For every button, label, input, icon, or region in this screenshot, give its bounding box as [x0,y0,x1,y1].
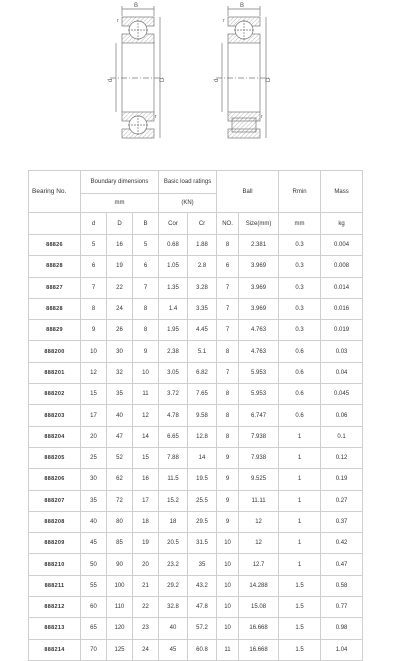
table-cell: 100 [107,575,133,596]
table-row [29,320,363,341]
table-cell: 9 [133,341,159,362]
table-cell: 26 [107,320,133,341]
table-cell: 1 [279,426,321,447]
table-cell: 21 [133,575,159,596]
dim-d-right: d [214,78,220,82]
rmin-header: Rmin [279,171,321,213]
sub-header: Cr [188,213,217,235]
bearing-model-cell: 888214 [29,639,81,660]
table-cell: 20 [81,426,107,447]
table-cell: 125 [107,639,133,660]
ball-header: Ball [217,171,279,213]
table-cell: 19 [133,533,159,554]
table-cell: 0.27 [321,490,363,511]
table-row [29,426,363,447]
table-cell: 0.47 [321,554,363,575]
table-cell: 24 [133,639,159,660]
table-cell: 20 [133,554,159,575]
table-row [29,341,363,362]
table-cell: 8 [133,298,159,319]
table-cell: 0.42 [321,533,363,554]
table-row [29,277,363,298]
table-cell: 43.2 [188,575,217,596]
table-cell: 5.1 [188,341,217,362]
table-cell: 15 [81,384,107,405]
bearing-no-header: Bearing No. [29,171,81,213]
table-cell: 30 [81,469,107,490]
table-cell: 12 [133,405,159,426]
table-cell: 35 [188,554,217,575]
table-cell: 14.288 [239,575,279,596]
table-cell: 8 [81,298,107,319]
table-cell: 24 [107,298,133,319]
table-cell: 1.5 [279,597,321,618]
table-row [29,533,363,554]
table-cell: 6 [217,256,239,277]
dim-r-top-left: r [117,18,119,24]
table-cell: 19 [107,256,133,277]
table-cell: 0.004 [321,235,363,256]
table-cell: 14 [133,426,159,447]
table-cell: 2.38 [159,341,188,362]
table-cell: 15.2 [159,490,188,511]
table-cell: 9.58 [188,405,217,426]
table-cell: 0.06 [321,405,363,426]
bearing-spec-table [28,170,363,661]
table-cell: 0.016 [321,298,363,319]
bearing-model-cell: 888202 [29,384,81,405]
table-cell: 72 [107,490,133,511]
table-cell: 70 [81,639,107,660]
table-cell: 19.5 [188,469,217,490]
bearing-model-cell: 888201 [29,362,81,383]
load-ratings-header: Basic load ratings [159,171,217,194]
table-cell: 45 [159,639,188,660]
table-cell: 32 [107,362,133,383]
sub-header-row [29,213,363,235]
table-row [29,639,363,660]
table-cell: 0.3 [279,256,321,277]
table-cell: 10 [217,554,239,575]
table-cell: 0.6 [279,384,321,405]
dim-r-bottom-right: r [261,114,263,120]
sub-header: D [107,213,133,235]
table-row [29,490,363,511]
table-cell: 6.65 [159,426,188,447]
table-cell: 0.58 [321,575,363,596]
table-cell: 10 [217,575,239,596]
table-cell: 14 [188,447,217,468]
table-cell: 0.1 [321,426,363,447]
bearing-model-cell: 888206 [29,469,81,490]
table-cell: 8 [133,320,159,341]
table-cell: 12.8 [188,426,217,447]
table-cell: 1.4 [159,298,188,319]
table-cell: 0.03 [321,341,363,362]
bearing-model-cell: 88828 [29,256,81,277]
table-cell: 52 [107,447,133,468]
table-cell: 7.65 [188,384,217,405]
table-cell: 8 [217,426,239,447]
table-cell: 6.747 [239,405,279,426]
table-row [29,235,363,256]
table-cell: 32.8 [159,597,188,618]
table-cell: 1.05 [159,256,188,277]
table-cell: 2.381 [239,235,279,256]
load-unit-header: (KN) [159,194,217,213]
table-cell: 20.5 [159,533,188,554]
table-cell: 18 [133,511,159,532]
dim-b-right: B [240,3,245,9]
table-cell: 1 [279,490,321,511]
mass-header: Mass [321,171,363,213]
table-cell: 1.5 [279,639,321,660]
table-cell: 5 [81,235,107,256]
table-cell: 22 [107,277,133,298]
table-cell: 0.008 [321,256,363,277]
table-cell: 7 [217,277,239,298]
table-cell: 60.8 [188,639,217,660]
table-cell: 12 [239,533,279,554]
dim-b-left: B [134,3,139,9]
table-cell: 1 [279,554,321,575]
table-cell: 7.88 [159,447,188,468]
dim-D-left: D [160,77,166,82]
table-cell: 12 [81,362,107,383]
table-cell: 55 [81,575,107,596]
bearing-model-cell: 888205 [29,447,81,468]
table-cell: 1.04 [321,639,363,660]
table-row [29,384,363,405]
table-cell: 1.88 [188,235,217,256]
table-row [29,298,363,319]
table-cell: 8 [217,405,239,426]
table-cell: 120 [107,618,133,639]
table-cell: 16 [133,469,159,490]
bearing-model-cell: 888208 [29,511,81,532]
table-cell: 17 [133,490,159,511]
sub-header: NO. [217,213,239,235]
bearing-model-cell: 888209 [29,533,81,554]
table-row [29,618,363,639]
table-cell: 4.763 [239,341,279,362]
table-cell: 10 [217,597,239,618]
table-cell: 110 [107,597,133,618]
table-cell: 3.969 [239,298,279,319]
table-cell: 15 [133,447,159,468]
table-cell: 40 [159,618,188,639]
sub-header: Size(mm) [239,213,279,235]
table-cell: 47.8 [188,597,217,618]
table-cell: 29.5 [188,511,217,532]
table-cell: 3.72 [159,384,188,405]
bearing-model-cell: 88828 [29,298,81,319]
table-cell: 35 [81,490,107,511]
table-cell: 16.668 [239,618,279,639]
table-row [29,511,363,532]
bearing-model-cell: 888207 [29,490,81,511]
table-cell: 22 [133,597,159,618]
bearing-model-cell: 888212 [29,597,81,618]
table-cell: 3.28 [188,277,217,298]
table-cell: 8 [217,384,239,405]
table-cell: 0.3 [279,235,321,256]
table-cell: 29.2 [159,575,188,596]
boundary-dimensions-header: Boundary dimensions [81,171,159,194]
table-cell: 0.04 [321,362,363,383]
bearing-model-cell: 88826 [29,235,81,256]
table-cell: 57.2 [188,618,217,639]
table-cell: 7 [81,277,107,298]
table-cell: 11.5 [159,469,188,490]
table-cell: 0.68 [159,235,188,256]
table-cell: 0.77 [321,597,363,618]
table-cell: 7.938 [239,426,279,447]
sub-header: d [81,213,107,235]
boundary-unit-header: mm [81,194,159,213]
table-cell: 0.6 [279,405,321,426]
table-cell: 3.969 [239,277,279,298]
table-cell: 16.668 [239,639,279,660]
table-cell: 65 [81,618,107,639]
table-cell: 0.045 [321,384,363,405]
table-cell: 47 [107,426,133,447]
table-cell: 16 [107,235,133,256]
table-cell: 85 [107,533,133,554]
sub-header: kg [321,213,363,235]
table-cell: 0.3 [279,320,321,341]
table-cell: 12.7 [239,554,279,575]
bearing-model-cell: 888204 [29,426,81,447]
blank-header-cell [29,213,81,235]
table-cell: 60 [81,597,107,618]
bearing-drawing [0,0,404,170]
table-cell: 40 [81,511,107,532]
table-cell: 1.95 [159,320,188,341]
dim-d-left: d [108,78,114,82]
table-cell: 0.12 [321,447,363,468]
table-cell: 1.5 [279,575,321,596]
table-row [29,554,363,575]
table-cell: 5 [133,235,159,256]
bearing-model-cell: 888210 [29,554,81,575]
table-cell: 17 [81,405,107,426]
table-cell: 1.35 [159,277,188,298]
table-cell: 0.3 [279,277,321,298]
table-cell: 0.19 [321,469,363,490]
table-cell: 30 [107,341,133,362]
table-cell: 6 [81,256,107,277]
sub-header: B [133,213,159,235]
table-cell: 7 [217,320,239,341]
table-cell: 80 [107,511,133,532]
table-cell: 11 [133,384,159,405]
table-cell: 9 [81,320,107,341]
table-cell: 1 [279,533,321,554]
table-cell: 23 [133,618,159,639]
table-cell: 9 [217,469,239,490]
table-cell: 9 [217,447,239,468]
bearing-model-cell: 888213 [29,618,81,639]
dim-r-bottom-left: r [155,114,157,120]
table-row [29,469,363,490]
table-cell: 9 [217,511,239,532]
table-cell: 40 [107,405,133,426]
table-cell: 18 [159,511,188,532]
table-cell: 3.05 [159,362,188,383]
table-row [29,362,363,383]
table-cell: 7.938 [239,447,279,468]
shielded-bearing-section [216,6,271,138]
table-cell: 7 [217,298,239,319]
table-cell: 10 [133,362,159,383]
dim-D-right: D [266,77,272,82]
table-cell: 0.019 [321,320,363,341]
table-cell: 45 [81,533,107,554]
table-cell: 12 [239,511,279,532]
table-cell: 1 [279,469,321,490]
table-cell: 2.8 [188,256,217,277]
table-row [29,597,363,618]
table-cell: 1 [279,511,321,532]
table-cell: 8 [217,235,239,256]
table-row [29,447,363,468]
table-cell: 15.08 [239,597,279,618]
table-cell: 3.969 [239,256,279,277]
table-cell: 23.2 [159,554,188,575]
table-cell: 9.525 [239,469,279,490]
table-cell: 3.35 [188,298,217,319]
table-cell: 5.953 [239,384,279,405]
table-cell: 1 [279,447,321,468]
table-cell: 31.5 [188,533,217,554]
table-cell: 9 [217,490,239,511]
table-cell: 0.37 [321,511,363,532]
table-cell: 7 [133,277,159,298]
open-bearing-section [110,6,165,138]
table-cell: 6.82 [188,362,217,383]
table-cell: 62 [107,469,133,490]
dim-r-top-right: r [223,18,225,24]
table-cell: 10 [217,533,239,554]
table-cell: 10 [81,341,107,362]
table-cell: 50 [81,554,107,575]
bearing-model-cell: 88827 [29,277,81,298]
table-cell: 10 [217,618,239,639]
table-cell: 25 [81,447,107,468]
table-cell: 25.5 [188,490,217,511]
bearing-model-cell: 888211 [29,575,81,596]
table-cell: 8 [217,341,239,362]
table-cell: 0.6 [279,362,321,383]
table-cell: 6 [133,256,159,277]
table-cell: 5.953 [239,362,279,383]
sub-header: Cor [159,213,188,235]
table-cell: 0.98 [321,618,363,639]
table-cell: 0.3 [279,298,321,319]
table-cell: 4.763 [239,320,279,341]
table-row [29,575,363,596]
bearing-model-cell: 888200 [29,341,81,362]
table-cell: 0.6 [279,341,321,362]
table-cell: 11.11 [239,490,279,511]
table-cell: 0.014 [321,277,363,298]
table-cell: 7 [217,362,239,383]
table-cell: 4.78 [159,405,188,426]
bearing-model-cell: 888203 [29,405,81,426]
bearing-model-cell: 88829 [29,320,81,341]
table-cell: 35 [107,384,133,405]
table-cell: 90 [107,554,133,575]
table-cell: 1.5 [279,618,321,639]
table-cell: 11 [217,639,239,660]
table-cell: 4.45 [188,320,217,341]
sub-header: mm [279,213,321,235]
table-row [29,256,363,277]
table-row [29,405,363,426]
